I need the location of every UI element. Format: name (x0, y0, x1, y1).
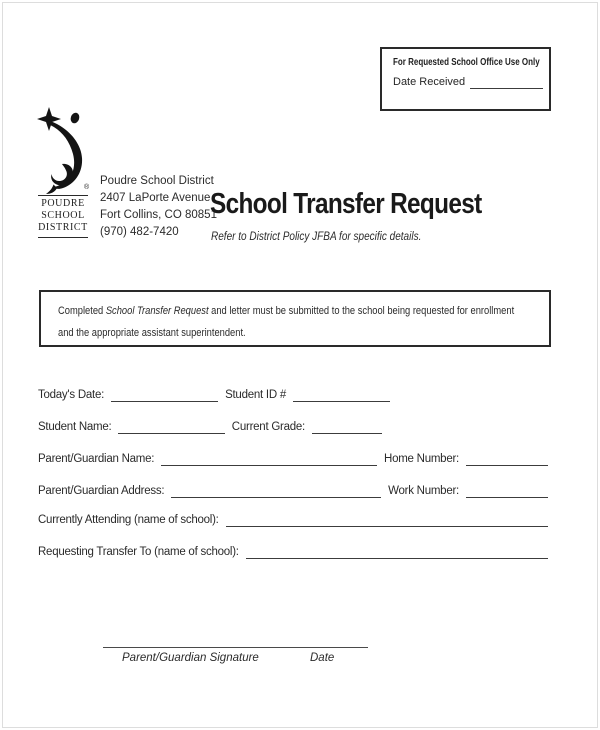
district-logo-icon (36, 106, 90, 194)
requesting-transfer-field[interactable] (246, 546, 548, 559)
office-use-box (380, 47, 551, 111)
date-received-field[interactable] (470, 76, 543, 89)
home-number-field[interactable] (466, 453, 548, 466)
notice-text-line2: and the appropriate assistant superintendent. (58, 327, 246, 339)
date-label: Date (310, 652, 335, 664)
current-grade-field[interactable] (312, 421, 382, 434)
page-subtitle: Refer to District Policy JFBA for specific details. (211, 231, 422, 243)
student-id-label: Student ID # (225, 389, 286, 401)
wordmark-line: SCHOOL (41, 210, 85, 221)
todays-date-label: Today's Date: (38, 389, 105, 401)
page-title: School Transfer Request (210, 188, 482, 220)
parent-guardian-address-label: Parent/Guardian Address: (38, 485, 165, 497)
signature-and-date-field[interactable] (103, 647, 368, 648)
registered-trademark: ® (84, 184, 90, 191)
district-address (100, 173, 217, 241)
parent-guardian-name-label: Parent/Guardian Name: (38, 453, 155, 465)
wordmark-line: POUDRE (41, 198, 85, 209)
wordmark-line: DISTRICT (38, 222, 88, 233)
work-number-field[interactable] (466, 485, 548, 498)
currently-attending-field[interactable] (226, 514, 548, 527)
address-line: Poudre School District (100, 175, 214, 187)
figure-head (69, 112, 80, 125)
student-name-row (38, 421, 382, 434)
student-id-field[interactable] (293, 389, 390, 402)
figure-tail (46, 185, 57, 195)
requesting-transfer-label: Requesting Transfer To (name of school): (38, 546, 239, 558)
notice-text-line1: Completed School Transfer Request and letter must be submitted to the school being requested for enrollment (58, 305, 515, 317)
currently-attending-row (38, 514, 548, 527)
todays-date-row (38, 389, 390, 402)
parent-guardian-name-field[interactable] (161, 453, 377, 466)
parent-guardian-signature-label: Parent/Guardian Signature (122, 652, 259, 664)
office-use-title: For Requested School Office Use Only (393, 57, 540, 68)
address-line: 2407 LaPorte Avenue (100, 192, 211, 204)
address-line: (970) 482-7420 (100, 226, 179, 238)
date-received-label: Date Received (393, 76, 466, 88)
current-grade-label: Current Grade: (231, 421, 305, 433)
work-number-label: Work Number: (388, 485, 459, 497)
parent-address-row (38, 485, 548, 498)
address-line: Fort Collins, CO 80851 (100, 209, 217, 221)
student-name-label: Student Name: (38, 421, 112, 433)
parent-name-row (38, 453, 548, 466)
todays-date-field[interactable] (111, 389, 218, 402)
student-name-field[interactable] (118, 421, 224, 434)
notice-box (39, 290, 551, 347)
requesting-transfer-row (38, 546, 548, 559)
parent-guardian-address-field[interactable] (171, 485, 381, 498)
home-number-label: Home Number: (384, 453, 459, 465)
logo-wordmark (38, 195, 88, 238)
currently-attending-label: Currently Attending (name of school): (38, 514, 219, 526)
